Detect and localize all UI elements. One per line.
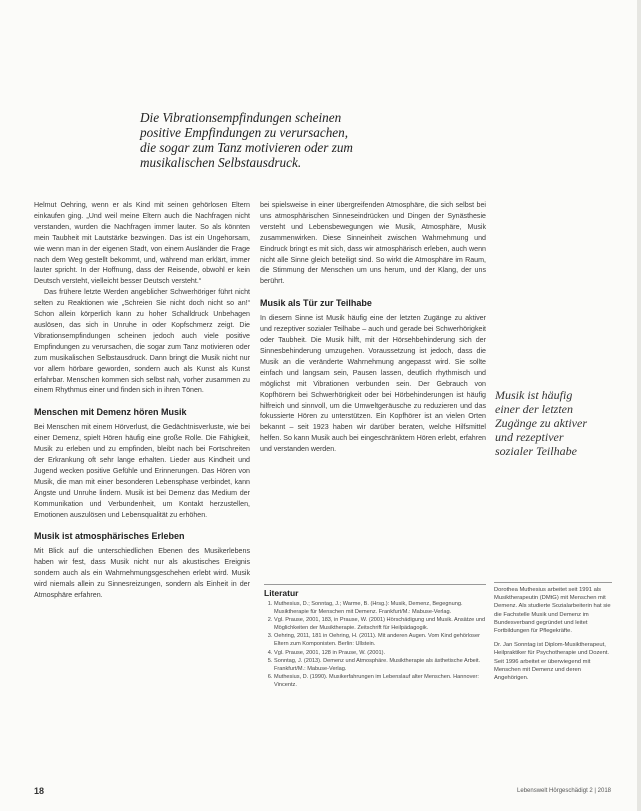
side-quote-line: sozialer Teilhabe	[495, 444, 577, 458]
section-heading-atmosphere: Musik ist atmosphärisches Erleben	[34, 531, 185, 542]
side-quote-line: Musik ist häufig	[495, 388, 573, 402]
author-bio	[494, 586, 612, 784]
literature-item: 2. Vgl. Prause, 2001, 183, in Prause, W. (2001) Hörschädigung und Musik. Ansätze und Möglichkeiten der Musiktherapie. Zeitschrift für Heilpädagogik.	[274, 617, 486, 632]
bio-paragraph: Dr. Jan Sonntag ist Diplom-Musiktherapeut, Heilpraktiker für Psychotherapie und Dozent. Seit 1996 arbeitet er überwiegend mit Menschen mit Demenz und deren Angehörigen.	[494, 642, 610, 682]
section-heading-participation: Musik als Tür zur Teilhabe	[260, 298, 372, 309]
text-column-left	[34, 200, 250, 760]
paragraph: Helmut Oehring, wenn er als Kind mit seinen gehörlosen Eltern einkaufen ging. „Und weil meine Eltern auch die Nachfragen nicht verstanden, wurden die Nachfragen immer lauter. So als könnten mein Taubheit mit Lautstärke bezwingen. Das ist ein Ungehorsam, wie wenn man in der eigenen Stadt, von einem Ausländer die Frage nach dem Weg gestellt bekommt, und, während man erklärt, immer lauter spricht. In der Hoffnung, dass der Reisende, obwohl er kein Deutsch versteht, vielleicht besser Deutsch versteht.“	[34, 201, 250, 286]
pullquote-line: die sogar zum Tanz motivieren oder zum	[140, 140, 353, 155]
literature-item: 4. Vgl. Prause, 2001, 128 in Prause, W. (2001).	[274, 650, 486, 658]
side-quote-line: und rezeptiver	[495, 430, 564, 444]
bio-divider	[494, 582, 612, 583]
side-quote-line: einer der letzten	[495, 402, 573, 416]
literature-item: 6. Muthesius, D. (1990). Musikerfahrungen im Lebenslauf alter Menschen. Hannover: Vincentz.	[274, 674, 486, 689]
literature-item: 5. Sonntag, J. (2013). Demenz und Atmosphäre. Musiktherapie als ästhetische Arbeit. Frankfurt/M.: Mabuse-Verlag.	[274, 658, 486, 673]
pullquote-line: musikalischen Selbstausdruck.	[140, 155, 302, 170]
section-heading-dementia: Menschen mit Demenz hören Musik	[34, 407, 187, 418]
literature-item: 3. Oehring, 2011, 181 in Oehring, H. (2011). Mit anderen Augen. Vom Kind gehörloser Eltern zum Komponisten. Berlin: Ullstein.	[274, 633, 486, 648]
text-column-middle	[260, 200, 486, 580]
pullquote	[140, 110, 440, 170]
pullquote-line: Die Vibrationsempfindungen scheinen	[140, 110, 342, 125]
page-edge	[637, 0, 641, 811]
bio-paragraph: Dorothea Muthesius arbeitet seit 1991 als Musiktherapeutin (DMtG) mit Menschen mit Demenz. Als studierte Sozialarbeiterin hat sie die Fachstelle Musik und Demenz im Bundesverband gegründet und leitet Fortbildungen für Pflegekräfte.	[494, 587, 611, 635]
literature-list	[264, 601, 486, 690]
page-number: 18	[34, 786, 45, 796]
paragraph: Bei Menschen mit einem Hörverlust, die Gedächtnisverluste, wie bei einer Demenz, spielt Hören häufig eine große Rolle. Die Fähigkeit, Musik zu erleben und zu empfinden, bleibt nach bei Fortschreiten der Erkrankung oft sehr lange erhalten. Lieder aus Kindheit und Jugend wecken positive Gefühle und Erinnerungen. Das Hören von Musik, die man mit einer besonderen Lebensphase verbindet, kann Ängste und Unruhe lindern. Musik ist bei Demenz das Medium der Kommunikation und Verbundenheit, um Kontakt herzustellen, Emotionen auszulösen und Lebensqualität zu erhöhen.	[34, 423, 250, 519]
literature-heading: Literatur	[264, 588, 299, 598]
side-pullquote	[495, 388, 615, 458]
paragraph: Mit Blick auf die unterschiedlichen Ebenen des Musikerlebens haben wir fest, dass Musik nicht nur als akustisches Ereignis sondern auch als ein Wahrnehmungsgeschehen erlebt wird. Musik wird niemals allein zu Sinnesreizungen, sondern als Einheit in der Atmosphäre erfahren.	[34, 547, 250, 600]
pullquote-line: positive Empfindungen zu verursachen,	[140, 125, 349, 140]
literature-item: 1. Muthesius, D.; Sonntag, J.; Warme, B. (Hrsg.): Musik, Demenz, Begegnung. Musiktherapie für Menschen mit Demenz. Frankfurt/M.: Mabuse-Verlag.	[274, 601, 486, 616]
paragraph: In diesem Sinne ist Musik häufig eine der letzten Zugänge zu aktiver und rezeptiver sozialer Teilhabe – auch und gerade bei Schwerhörigkeit oder Taubheit. Die Musik hilft, mit der Hörsehbehinderung sich der Sinnesbehinderung umzugehen. Voraussetzung ist jedoch, dass die Musik an die veränderte Wahrnehmung angepasst wird. Sie sollte einfach und langsam sein, Pausen lassen, deutlich rhythmisch und möglichst mit Vibrationen verbunden sein. Der Gebrauch von Kopfhörern bei Schwerhörigkeit oder bei Hörbehinderungen ist häufig hilfreich und sinnvoll, um die Umweltgeräusche zu reduzieren und das fokussierte Hören zu unterstützen. Ein Kopfhörer ist an vielen Orten bekannt – seit 1923 haben wir darüber beraten, welche Hilfsmittel helfen. So kann Musik auch bei eingeschränktem Hören erlebt, erfahren und verstanden werden.	[260, 314, 486, 454]
literature-box	[264, 584, 486, 788]
paragraph: bei spielsweise in einer übergreifenden Atmosphäre, die sich selbst bei uns atmosphärischen Sinneseindrücken und Dingen der Synästhesie versteht und Lebensbewegungen wie Musik, Atmosphäre, Musik zusammenwirken. Diese Sinneinheit zwischen Wahrnehmung und Eindruck bringt es mit sich, dass wir atmosphärisch erleben, auch wenn nicht alle Sinne gleich beteiligt sind. So wirkt die Atmosphäre im Raum, die Stimmung der Menschen um uns herum, und der Klang, der uns berührt.	[260, 201, 486, 286]
side-quote-line: Zugänge zu aktiver	[495, 416, 587, 430]
footer-publication: Lebenswelt Hörgeschädigt 2 | 2018	[517, 788, 611, 794]
paragraph: Das frühere letzte Werden angeblicher Schwerhöriger führt nicht selten zu Reaktionen wie „Schreien Sie nicht doch nicht so an!“ Schon allein körperlich kann zu hoher Schalldruck Unbehagen auslösen, das sich in Unruhe in oder Kopfschmerz zeigt. Die Vibrationsempfindungen scheinen jedoch auch viele positive Empfindungen zu verursachen, die sogar zum Tanz motivieren oder zum musikalischen Selbstausdruck. Dann bringt die Musik nicht nur vor allem hörbare geworden, sondern auch als Kunst als Kunst erfahrbar. Menschen kommen sich selbst nah, vorher zusammen zu einem Rhythmus einer und finden sich in ihren Tönen.	[34, 288, 250, 395]
